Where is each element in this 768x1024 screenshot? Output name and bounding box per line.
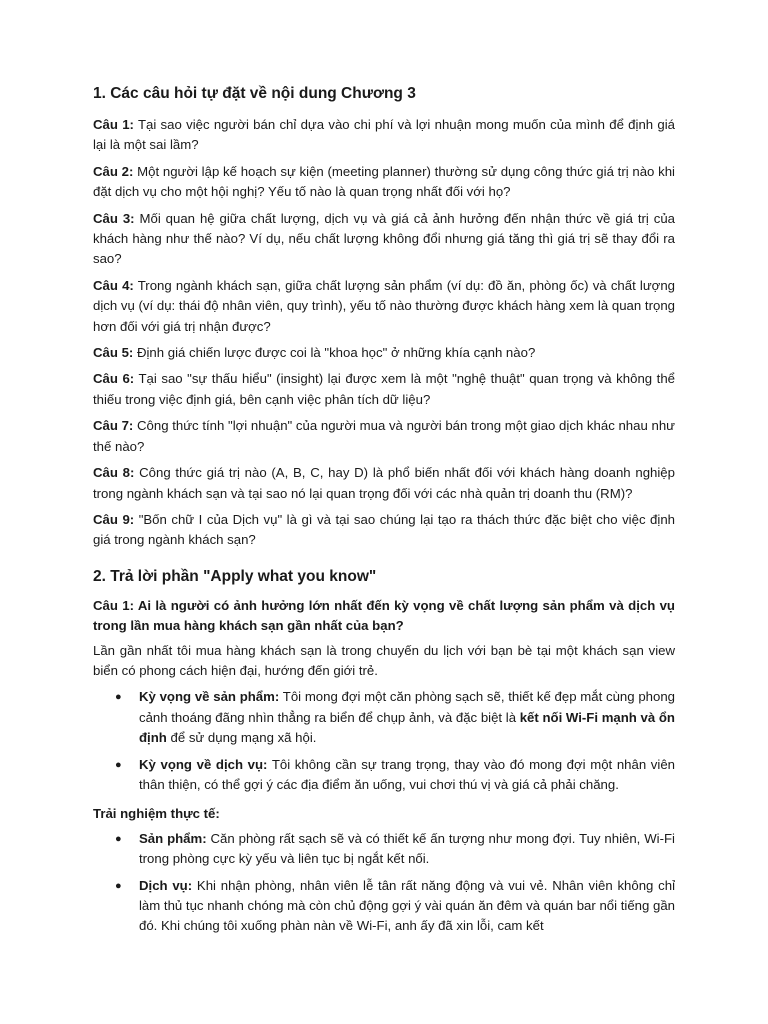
item-text: Tôi không cần sự trang trọng, thay vào đó mong đợi một nhân viên thân thiện, có thể gợi ý các địa điểm ăn uống, vui chơi thú vị và giá cả phải chăng. — [139, 756, 675, 792]
bullet-icon: ● — [115, 758, 122, 771]
item-text: Khi nhận phòng, nhân viên lễ tân rất năng động và vui vẻ. Nhân viên không chỉ làm thủ tục nhanh chóng mà còn chủ động gợi ý vài quán ăn đêm và quán bar nổi tiếng gần đó. Khi chúng tôi xuống phàn nàn về Wi-Fi, anh ấy đã xin lỗi, cam kết — [139, 877, 676, 934]
question-item — [93, 416, 675, 457]
question-label: Câu 5: — [93, 345, 134, 361]
section-2-heading: 2. Trả lời phần "Apply what you know" — [93, 567, 377, 585]
item-text: Căn phòng rất sạch sẽ và có thiết kế ấn tượng như mong đợi. Tuy nhiên, Wi-Fi trong phòng cực kỳ yếu và liên tục bị ngắt kết nối. — [139, 830, 675, 867]
question-item — [93, 115, 675, 156]
question-label: Câu 7: — [93, 418, 134, 434]
question-label: Câu 1: — [93, 117, 134, 132]
question-item — [93, 343, 675, 363]
item-label: Dịch vụ: — [139, 877, 193, 893]
question-item — [93, 209, 675, 270]
section-2-intro: Lần gần nhất tôi mua hàng khách sạn là trong chuyến du lịch với bạn bè tại một khách sạn view biển có phong cách hiện đại, hướng đến giới trẻ. — [93, 642, 675, 678]
question-text: Tại sao việc người bán chỉ dựa vào chi phí và lợi nhuận mong muốn của mình để định giá lại là một sai lầm? — [93, 117, 675, 153]
question-item — [93, 162, 675, 203]
bullet-icon: ● — [115, 879, 122, 892]
question-label: Câu 8: — [93, 465, 135, 481]
item-emphasis: kết nối Wi-Fi mạnh và ổn định — [139, 709, 675, 746]
reality-list — [93, 829, 675, 937]
item-text: Tôi mong đợi một căn phòng sạch sẽ, thiết kế đẹp mắt cùng phong cảnh thoáng đãng nhìn thẳng ra biển để chụp ảnh, và đặc biệt là — [139, 689, 675, 725]
reality-heading: Trải nghiệm thực tế: — [93, 806, 220, 822]
bullet-icon: ● — [115, 691, 122, 704]
item-label: Sản phẩm: — [139, 830, 207, 846]
list-item — [115, 755, 675, 796]
bullet-icon: ● — [115, 832, 122, 845]
list-item — [115, 876, 676, 937]
section-1-heading: 1. Các câu hỏi tự đặt về nội dung Chương 3 — [93, 85, 416, 102]
expectation-list — [93, 687, 675, 795]
question-label: Câu 2: — [93, 163, 134, 179]
list-item — [115, 829, 675, 870]
question-text: Mối quan hệ giữa chất lượng, dịch vụ và giá cả ảnh hưởng đến nhận thức về giá trị của khách hàng như thế nào? Ví dụ, nếu chất lượng không đổi nhưng giá tăng thì giá trị sẽ thay đổi ra sao? — [93, 210, 676, 267]
item-label: Kỳ vọng về dịch vụ: — [139, 756, 268, 772]
question-text: Tại sao "sự thấu hiểu" (insight) lại được xem là một "nghệ thuật" quan trọng và không thể thiếu trong việc định giá, bên cạnh việc phân tích dữ liệu? — [93, 371, 675, 407]
question-label: Câu 9: — [93, 511, 135, 527]
question-label: Câu 6: — [93, 371, 135, 387]
question-label: Câu 3: — [93, 210, 135, 226]
section-2-question: Câu 1: Ai là người có ảnh hưởng lớn nhất đến kỳ vọng về chất lượng sản phẩm và dịch vụ trong lần mua hàng khách sạn gần nhất của bạn? — [93, 597, 675, 634]
question-item — [93, 510, 675, 551]
item-text: để sử dụng mạng xã hội. — [166, 730, 317, 746]
question-text: Công thức tính "lợi nhuận" của người mua và người bán trong một giao dịch khác nhau như thế nào? — [93, 418, 675, 454]
question-text: Công thức giá trị nào (A, B, C, hay D) là phổ biến nhất đối với khách hàng doanh nghiệp trong ngành khách sạn và tại sao nó lại quan trọng đối với các nhà quản trị doanh thu (RM)? — [93, 465, 675, 501]
question-text: Định giá chiến lược được coi là "khoa học" ở những khía cạnh nào? — [133, 345, 536, 361]
question-item — [93, 369, 675, 410]
list-item — [115, 687, 675, 748]
question-item — [93, 463, 675, 504]
item-label: Kỳ vọng về sản phẩm: — [139, 689, 280, 705]
question-label: Câu 4: — [93, 277, 134, 293]
question-item — [93, 276, 675, 337]
question-text: "Bốn chữ I của Dịch vụ" là gì và tại sao chúng lại tạo ra thách thức đặc biệt cho việc định giá trong ngành khách sạn? — [93, 511, 675, 548]
question-text: Trong ngành khách sạn, giữa chất lượng sản phẩm (ví dụ: đồ ăn, phòng ốc) và chất lượng dịch vụ (ví dụ: thái độ nhân viên, quy trình), yếu tố nào thường được khách hàng xem là quan trọng hơn đối với giá trị nhận được? — [93, 277, 675, 334]
question-text: Một người lập kế hoạch sự kiện (meeting planner) thường sử dụng công thức giá trị nào khi đặt dịch vụ cho một hội nghị? Yếu tố nào là quan trọng nhất đối với họ? — [93, 163, 675, 200]
